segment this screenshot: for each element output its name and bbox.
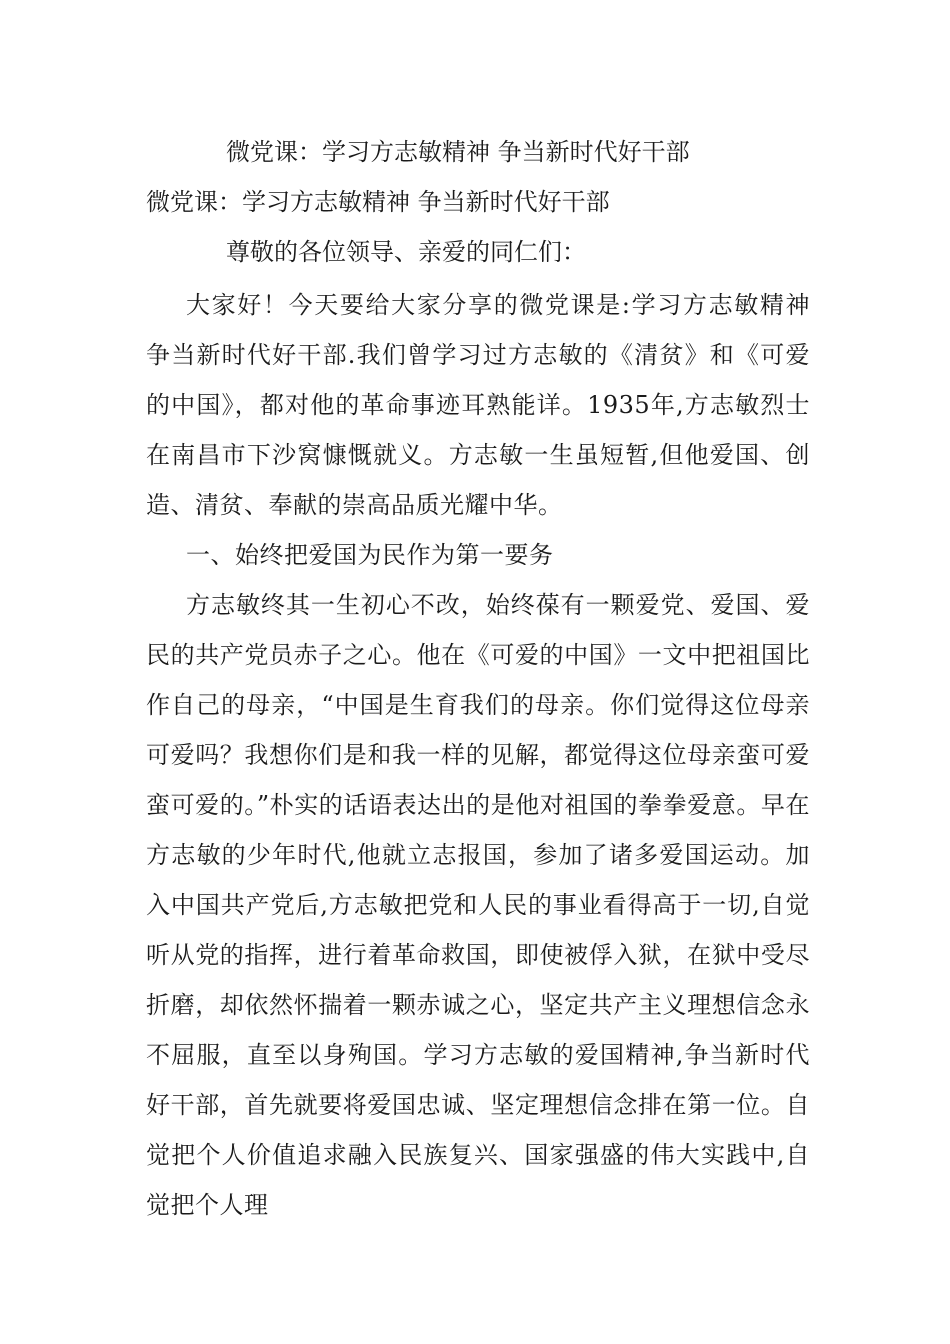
section-heading: 一、始终把爱国为民作为第一要务 bbox=[186, 541, 554, 569]
paragraph-intro: 大家好！今天要给大家分享的微党课是:学习方志敏精神 争当新时代好干部.我们曾学习过方志敏的《清贫》和《可爱的中国》，都对他的革命事迹耳熟能详。1935年,方志敏烈士在南昌市下沙窝慷慨就义。方志敏一生虽短暂,但他爱国、创造、清贫、奉献的崇高品质光耀中华。 bbox=[146, 291, 810, 519]
document-body bbox=[146, 280, 810, 1230]
document-title-repeat: 微党课：学习方志敏精神 争当新时代好干部 bbox=[146, 188, 610, 216]
salutation: 尊敬的各位领导、亲爱的同仁们： bbox=[226, 238, 586, 266]
document-title: 微党课：学习方志敏精神 争当新时代好干部 bbox=[226, 138, 690, 166]
paragraph-section-1: 方志敏终其一生初心不改，始终葆有一颗爱党、爱国、爱民的共产党员赤子之心。他在《可爱的中国》一文中把祖国比作自己的母亲，“中国是生育我们的母亲。你们觉得这位母亲可爱吗？我想你们是和我一样的见解，都觉得这位母亲蛮可爱蛮可爱的。”朴实的话语表达出的是他对祖国的拳拳爱意。早在方志敏的少年时代,他就立志报国，参加了诸多爱国运动。加入中国共产党后,方志敏把党和人民的事业看得高于一切,自觉听从党的指挥，进行着革命救国，即使被俘入狱，在狱中受尽折磨，却依然怀揣着一颗赤诚之心，坚定共产主义理想信念永不屈服，直至以身殉国。学习方志敏的爱国精神,争当新时代好干部，首先就要将爱国忠诚、坚定理想信念排在第一位。自觉把个人价值追求融入民族复兴、国家强盛的伟大实践中,自觉把个人理 bbox=[146, 591, 810, 1219]
